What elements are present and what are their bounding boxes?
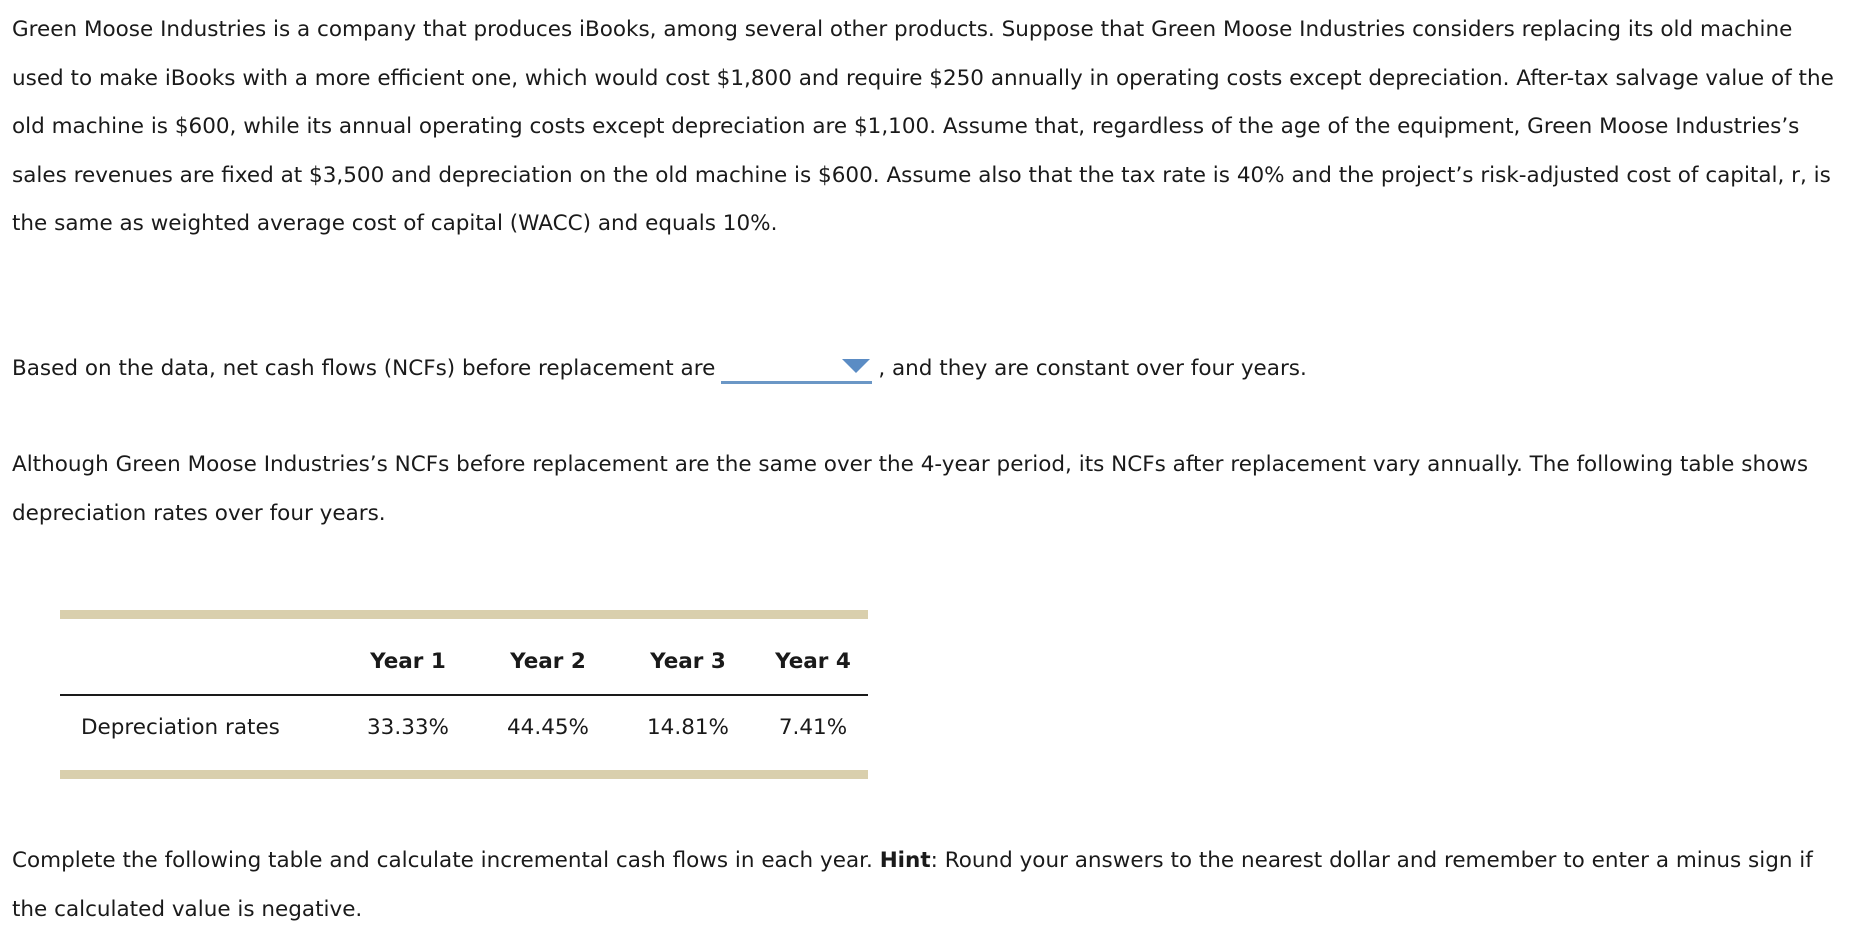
rate-year-1: 33.33%: [367, 714, 449, 740]
rate-year-2: 44.45%: [507, 714, 589, 740]
header-year-2: Year 2: [478, 619, 618, 695]
complete-before-hint: Complete the following table and calculate incremental cash flows in each year.: [12, 848, 873, 873]
header-year-4: Year 4: [758, 619, 868, 695]
header-year-1: Year 1: [338, 619, 478, 695]
table-row: [60, 695, 868, 770]
complete-after-hint: : Round your answers to the nearest dollar and remember to enter a minus sign if the calculated value is negative.: [12, 848, 1813, 922]
depreciation-table: [60, 610, 868, 779]
header-year-3: Year 3: [618, 619, 758, 695]
hint-label: Hint: [879, 848, 931, 873]
ncf-question: [12, 345, 1847, 394]
intro-paragraph: Green Moose Industries is a company that produces iBooks, among several other products. Suppose that Green Moose Industries considers replacing its old machine used to make iBooks with a more efficient one, which would cost $1,800 and require $250 annually in operating costs except depreciation. After-tax salvage value of the old machine is $600, while its annual operating costs except depreciation are $1,100. Assume that, regardless of the age of the equipment, Green Moose Industries’s sales revenues are fixed at $3,500 and depreciation on the old machine is $600. Assume also that the tax rate is 40% and the project’s risk-adjusted cost of capital, r, is the same as weighted average cost of capital (WACC) and equals 10%.: [12, 17, 1834, 236]
table-header-row: [60, 619, 868, 695]
table-bottom-rule: [60, 770, 868, 779]
ncf-question-after: , and they are constant over four years.: [878, 356, 1307, 381]
rate-year-3: 14.81%: [647, 714, 729, 740]
although-paragraph: Although Green Moose Industries’s NCFs before replacement are the same over the 4-year period, its NCFs after replacement vary annually. The following table shows depreciation rates over four years.: [12, 452, 1809, 526]
ncf-before-replacement-dropdown[interactable]: [721, 351, 872, 384]
complete-instruction: [12, 837, 1847, 934]
ncf-question-before: Based on the data, net cash flows (NCFs) before replacement are: [12, 356, 716, 381]
row-label-depreciation-rates: Depreciation rates: [81, 714, 280, 740]
header-empty: [60, 619, 338, 695]
table-top-rule: [60, 610, 868, 619]
rate-year-4: 7.41%: [778, 714, 848, 740]
chevron-down-icon: [842, 359, 870, 373]
